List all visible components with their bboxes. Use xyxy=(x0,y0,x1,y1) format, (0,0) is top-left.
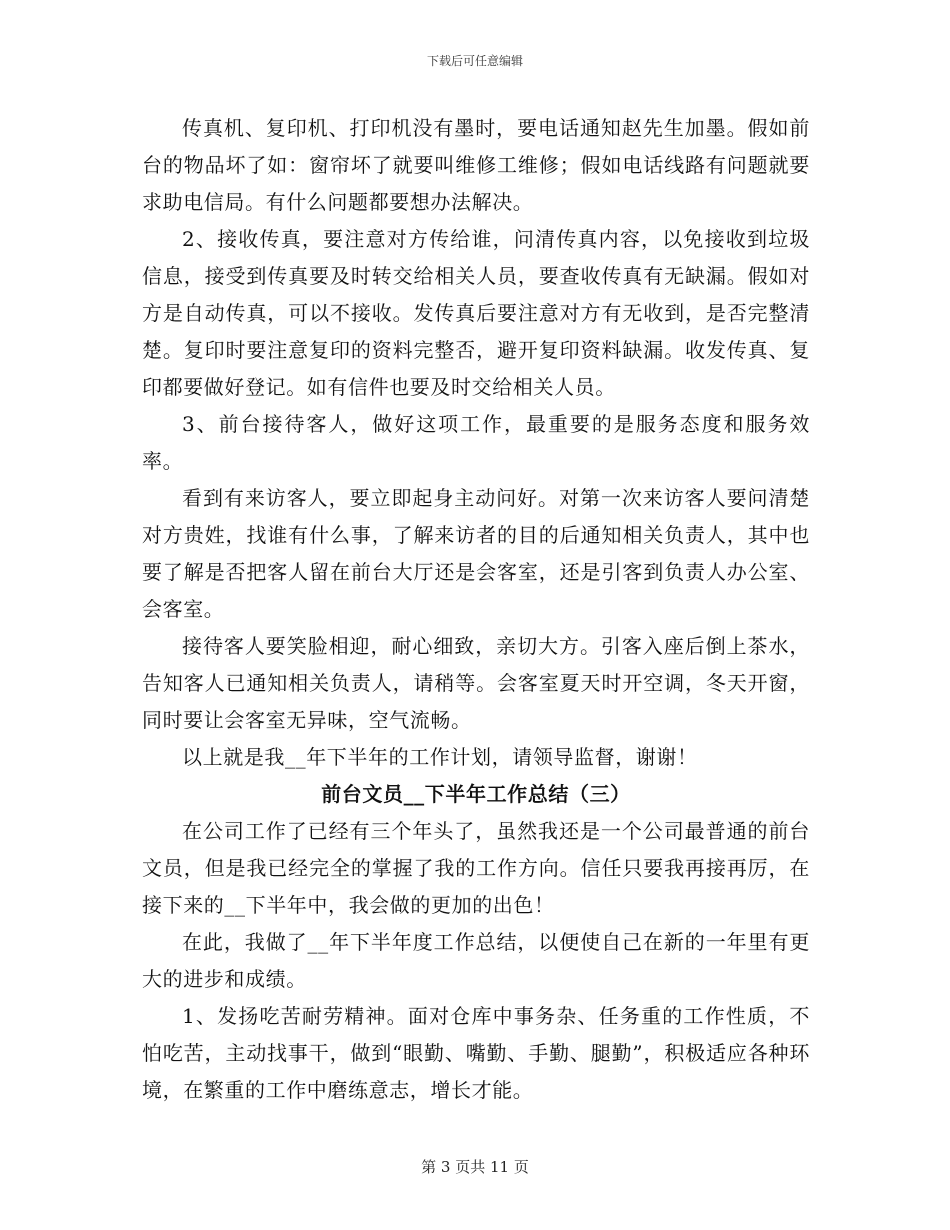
paragraph: 3、前台接待客人，做好这项工作，最重要的是服务态度和服务效率。 xyxy=(142,412,810,473)
paragraph: 看到有来访客人，要立即起身主动问好。对第一次来访客人要问清楚对方贵姓，找谁有什么事，了解来访者的目的后通知相关负责人，其中也要了解是否把客人留在前台大厅还是会客室，还是引客到负责人办公室、会客室。 xyxy=(142,486,810,621)
paragraph: 2、接收传真，要注意对方传给谁，问清传真内容，以免接收到垃圾信息，接受到传真要及时转交给相关人员，要查收传真有无缺漏。假如对方是自动传真，可以不接收。发传真后要注意对方有无收到，是否完整清楚。复印时要注意复印的资料完整否，避开复印资料缺漏。收发传真、复印都要做好登记。如有信件也要及时交给相关人员。 xyxy=(142,227,810,399)
paragraph: 在此，我做了__年下半年度工作总结，以便使自己在新的一年里有更大的进步和成绩。 xyxy=(142,930,810,991)
paragraph: 在公司工作了已经有三个年头了，虽然我还是一个公司最普通的前台文员，但是我已经完全的掌握了我的工作方向。信任只要我再接再厉，在接下来的__下半年中，我会做的更加的出色！ xyxy=(142,819,810,917)
page-footer: 第 3 页共 11 页 xyxy=(421,1158,529,1176)
paragraph: 1、发扬吃苦耐劳精神。面对仓库中事务杂、任务重的工作性质，不怕吃苦，主动找事干，做到“眼勤、嘴勤、手勤、腿勤”，积极适应各种环境，在繁重的工作中磨练意志，增长才能。 xyxy=(142,1004,810,1102)
document-body xyxy=(142,110,810,1109)
section-title: 前台文员__下半年工作总结（三） xyxy=(321,782,631,806)
paragraph: 以上就是我__年下半年的工作计划，请领导监督，谢谢！ xyxy=(182,745,698,769)
paragraph: 接待客人要笑脸相迎，耐心细致，亲切大方。引客入座后倒上茶水，告知客人已通知相关负责人，请稍等。会客室夏天时开空调，冬天开窗，同时要让会客室无异味，空气流畅。 xyxy=(142,634,810,732)
paragraph: 传真机、复印机、打印机没有墨时，要电话通知赵先生加墨。假如前台的物品坏了如：窗帘坏了就要叫维修工维修；假如电话线路有问题就要求助电信局。有什么问题都要想办法解决。 xyxy=(142,116,810,214)
page-header: 下载后可任意编辑 xyxy=(426,54,523,68)
